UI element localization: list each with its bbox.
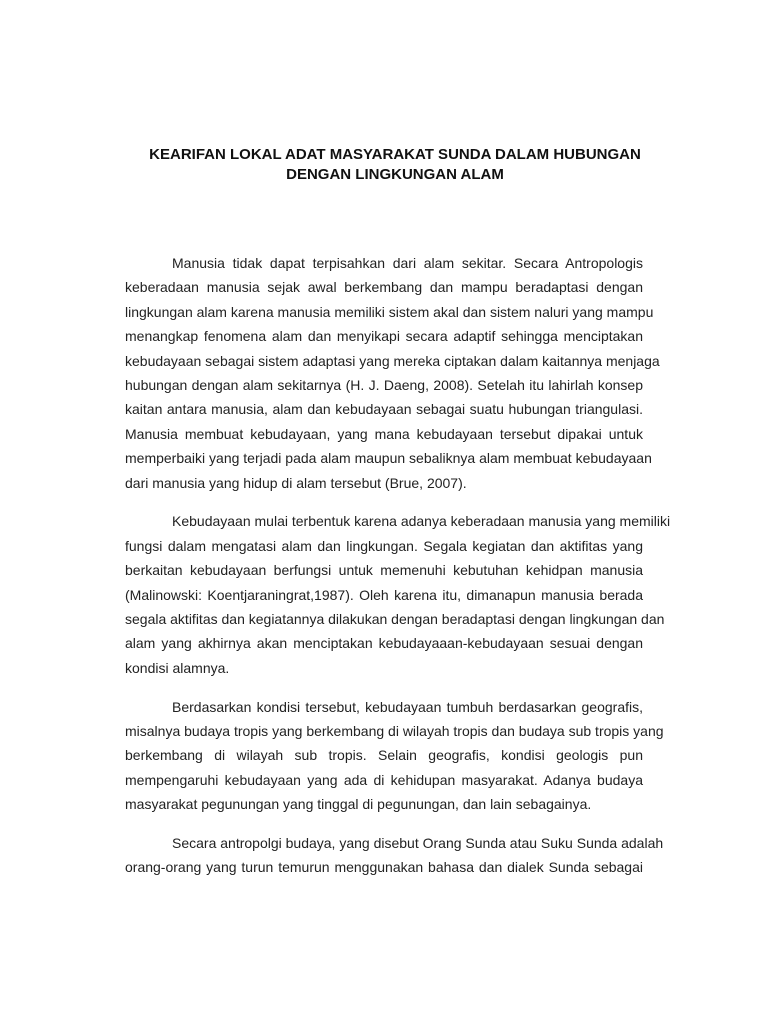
text-line: segala aktifitas dan kegiatannya dilakukan dengan beradaptasi dengan lingkungan dan — [125, 610, 665, 627]
text-line: alam yang akhirnya akan menciptakan kebudayaaan-kebudayaan sesuai dengan — [125, 635, 643, 652]
text-line: lingkungan alam karena manusia memiliki sistem akal dan sistem naluri yang mampu — [125, 303, 654, 320]
paragraph — [125, 509, 671, 680]
text-line: berkaitan kebudayaan berfungsi untuk memenuhi kebutuhan kehidpan manusia — [125, 562, 643, 579]
text-line: kaitan antara manusia, alam dan kebudayaan sebagai suatu hubungan triangulasi. — [125, 401, 643, 418]
text-line: Kebudayaan mulai terbentuk karena adanya keberadaan manusia yang memiliki — [172, 513, 671, 530]
paragraph — [125, 251, 660, 495]
text-line: menangkap fenomena alam dan menyikapi secara adaptif sehingga menciptakan — [125, 328, 643, 345]
text-line: kondisi alamnya. — [125, 659, 230, 676]
text-line: Manusia tidak dapat terpisahkan dari alam sekitar. Secara Antropologis — [172, 255, 643, 271]
document-title — [125, 145, 665, 185]
text-line: (Malinowski: Koentjaraningrat,1987). Oleh karena itu, dimanapun manusia berada — [125, 586, 643, 603]
text-line: masyarakat pegunungan yang tinggal di pegunungan, dan lain sebagainya. — [125, 796, 592, 813]
paragraph — [125, 831, 664, 880]
text-line: mempengaruhi kebudayaan yang ada di kehidupan masyarakat. Adanya budaya — [125, 771, 643, 788]
text-line: Secara antropolgi budaya, yang disebut Orang Sunda atau Suku Sunda adalah — [172, 835, 664, 852]
paragraph — [125, 695, 664, 817]
text-line: misalnya budaya tropis yang berkembang di wilayah tropis dan budaya sub tropis yang — [125, 723, 664, 740]
text-line: Manusia membuat kebudayaan, yang mana kebudayaan tersebut dipakai untuk — [125, 425, 643, 442]
text-line: berkembang di wilayah sub tropis. Selain geografis, kondisi geologis pun — [125, 747, 643, 764]
text-line: kebudayaan sebagai sistem adaptasi yang mereka ciptakan dalam kaitannya menjaga — [125, 352, 660, 369]
text-line: orang-orang yang turun temurun menggunakan bahasa dan dialek Sunda sebagai — [125, 859, 643, 876]
title-line: DENGAN LINGKUNGAN ALAM — [286, 166, 504, 183]
text-line: fungsi dalam mengatasi alam dan lingkungan. Segala kegiatan dan aktifitas yang — [125, 537, 643, 554]
text-line: memperbaiki yang terjadi pada alam maupun sebaliknya alam membuat kebudayaan — [125, 450, 652, 467]
text-line: Berdasarkan kondisi tersebut, kebudayaan tumbuh berdasarkan geografis, — [172, 698, 643, 715]
text-line: hubungan dengan alam sekitarnya (H. J. Daeng, 2008). Setelah itu lahirlah konsep — [125, 376, 643, 393]
title-line: KEARIFAN LOKAL ADAT MASYARAKAT SUNDA DALAM HUBUNGAN — [149, 146, 641, 163]
text-line: dari manusia yang hidup di alam tersebut (Brue, 2007). — [125, 474, 467, 491]
document-body — [125, 251, 671, 894]
text-line: keberadaan manusia sejak awal berkembang dan mampu beradaptasi dengan — [125, 279, 643, 296]
